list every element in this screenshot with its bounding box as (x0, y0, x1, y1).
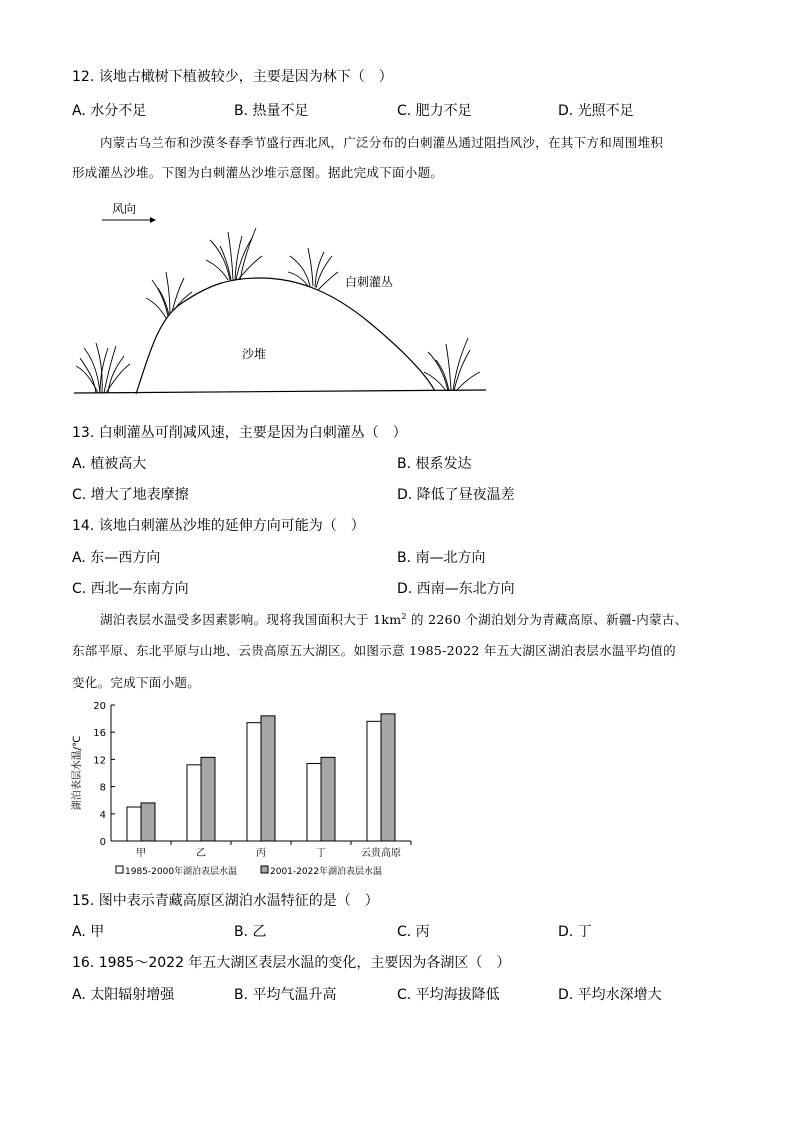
legend-swatch (116, 866, 123, 873)
shrub-right-ground (424, 338, 480, 391)
q12-option-a[interactable]: A. 水分不足 (72, 103, 147, 119)
passage-1-line-1: 内蒙古乌兰布和沙漠冬春季节盛行西北风，广泛分布的白刺灌丛通过阻挡风沙，在其下方和周围堆积 (100, 135, 664, 150)
x-tick-label: 丙 (256, 848, 266, 859)
question-13-stem: 13. 白刺灌丛可削减风速，主要是因为白刺灌丛（ ） (72, 425, 407, 441)
x-tick-label: 丁 (316, 848, 326, 859)
y-tick-label: 16 (93, 728, 106, 740)
passage-2-line-1a: 湖泊表层水温受多因素影响。现将我国面积大于 1km (100, 612, 402, 627)
q16-option-b[interactable]: B. 平均气温升高 (234, 987, 337, 1003)
km-squared-sup: 2 (401, 611, 407, 621)
q14-option-d[interactable]: D. 西南—东北方向 (397, 581, 515, 597)
q12-option-b[interactable]: B. 热量不足 (234, 103, 309, 119)
question-16-stem: 16. 1985～2022 年五大湖区表层水温的变化，主要因为各湖区（ ） (72, 955, 511, 971)
legend-label: 2001-2022年湖泊表层水温 (270, 867, 383, 877)
q12-option-c[interactable]: C. 肥力不足 (397, 103, 472, 119)
y-tick-label: 0 (99, 837, 106, 848)
bar-1 (187, 765, 201, 841)
x-tick-label: 云贵高原 (361, 848, 401, 859)
passage-2-line-1 (100, 610, 688, 628)
q12-option-d[interactable]: D. 光照不足 (558, 103, 634, 119)
shrub-label: 白刺灌丛 (345, 275, 394, 289)
shrub-left-ground (76, 343, 130, 393)
q13-option-c[interactable]: C. 增大了地表摩擦 (72, 487, 189, 503)
passage-2-line-2: 东部平原、东北平原与山地、云贵高原五大湖区。如图示意 1985-2022 年五大湖区湖泊表层水温平均值的 (72, 643, 676, 658)
q13-option-d[interactable]: D. 降低了昼夜温差 (397, 487, 515, 503)
q15-option-b[interactable]: B. 乙 (234, 924, 267, 940)
q13-option-b[interactable]: B. 根系发达 (397, 456, 472, 472)
q15-option-a[interactable]: A. 甲 (72, 924, 105, 940)
wind-direction-label: 风向 (112, 202, 137, 216)
question-14-stem: 14. 该地白刺灌丛沙堆的延伸方向可能为（ ） (72, 518, 365, 534)
q14-option-a[interactable]: A. 东—西方向 (72, 550, 161, 566)
passage-2-line-1b: 的 2260 个湖泊划分为青藏高原、新疆-内蒙古、 (406, 612, 688, 627)
sand-dune-outline (136, 278, 435, 394)
bar-1 (127, 807, 141, 841)
legend-swatch (261, 866, 268, 873)
shrub-dune-diagram (70, 198, 500, 398)
y-axis-label: 湖泊表层水温/℃ (72, 735, 83, 811)
bar-2 (321, 757, 335, 841)
shrub-dune-top (206, 228, 262, 280)
bar-2 (141, 803, 155, 841)
q16-option-c[interactable]: C. 平均海拔降低 (397, 987, 500, 1003)
passage-1-line-2: 形成灌丛沙堆。下图为白刺灌丛沙堆示意图。据此完成下面小题。 (72, 165, 444, 180)
y-tick-label: 12 (93, 755, 106, 767)
passage-2-line-3: 变化。完成下面小题。 (72, 675, 201, 690)
q16-option-d[interactable]: D. 平均水深增大 (558, 987, 662, 1003)
bar-2 (201, 757, 215, 841)
q14-option-b[interactable]: B. 南—北方向 (397, 550, 486, 566)
q14-option-c[interactable]: C. 西北—东南方向 (72, 581, 189, 597)
x-tick-label: 乙 (196, 848, 206, 859)
q15-option-d[interactable]: D. 丁 (558, 924, 592, 940)
shrub-dune-left (146, 272, 192, 318)
question-12-stem: 12. 该地古橄树下植被较少，主要是因为林下（ ） (72, 69, 393, 85)
bar-2 (381, 714, 395, 841)
x-tick-label: 甲 (136, 848, 146, 859)
y-tick-label: 4 (99, 809, 106, 821)
q13-option-a[interactable]: A. 植被高大 (72, 456, 147, 472)
ground-line (74, 390, 486, 393)
lake-temperature-bar-chart (66, 698, 416, 883)
bar-1 (247, 723, 261, 841)
y-tick-label: 20 (93, 701, 106, 712)
q15-option-c[interactable]: C. 丙 (397, 924, 430, 940)
y-tick-label: 8 (99, 782, 106, 794)
dune-label: 沙堆 (242, 347, 267, 361)
bar-1 (367, 721, 381, 841)
question-15-stem: 15. 图中表示青藏高原区湖泊水温特征的是（ ） (72, 893, 379, 909)
legend-label: 1985-2000年湖泊表层水温 (125, 867, 238, 877)
q16-option-a[interactable]: A. 太阳辐射增强 (72, 987, 175, 1003)
bar-2 (261, 716, 275, 841)
bar-1 (307, 763, 321, 841)
wind-direction-arrow (102, 217, 156, 223)
shrub-dune-right (288, 248, 338, 290)
